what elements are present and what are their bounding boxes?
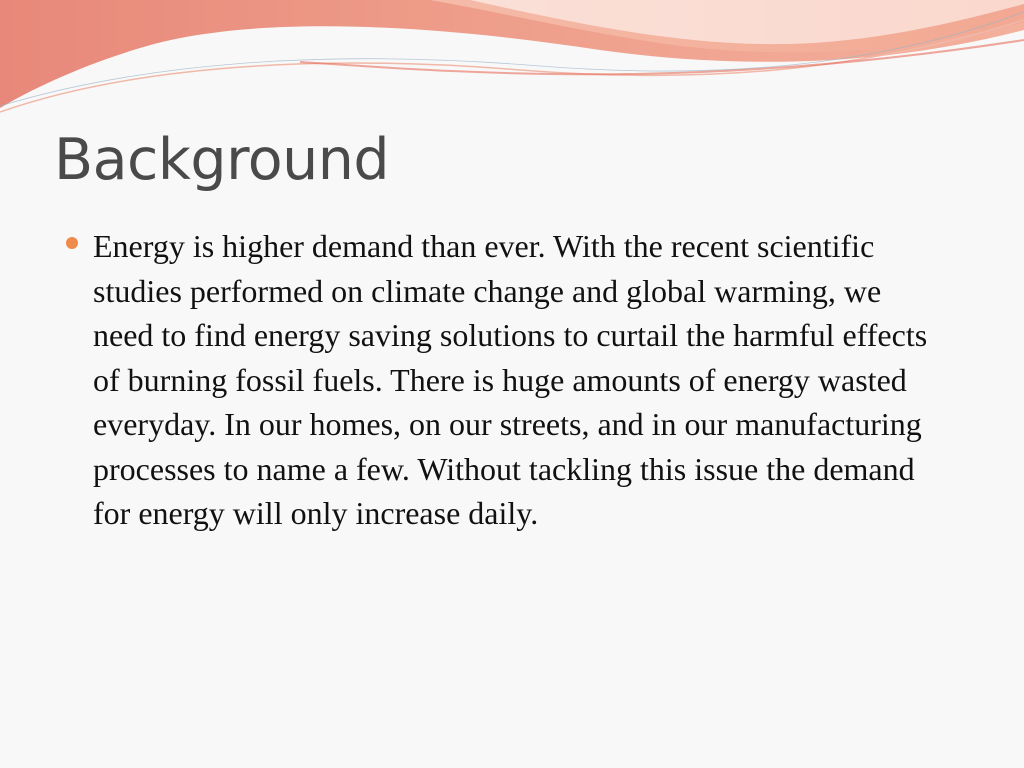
bullet-text: Energy is higher demand than ever. With the recent scientific studies performed on climate change and global warming, we need to find energy saving solutions to curtail the harmful effects of burning fossil fuels. There is huge amounts of energy wasted everyday. In our homes, on our streets, and in our manufacturing processes to name a few. Without tackling this issue the demand for energy will only increase daily.: [93, 228, 928, 531]
slide-title: Background: [54, 127, 390, 193]
decorative-wave-banner: [0, 0, 1024, 140]
bullet-dot-icon: [66, 237, 78, 249]
bullet-list: [66, 224, 946, 536]
list-item: [66, 224, 946, 536]
